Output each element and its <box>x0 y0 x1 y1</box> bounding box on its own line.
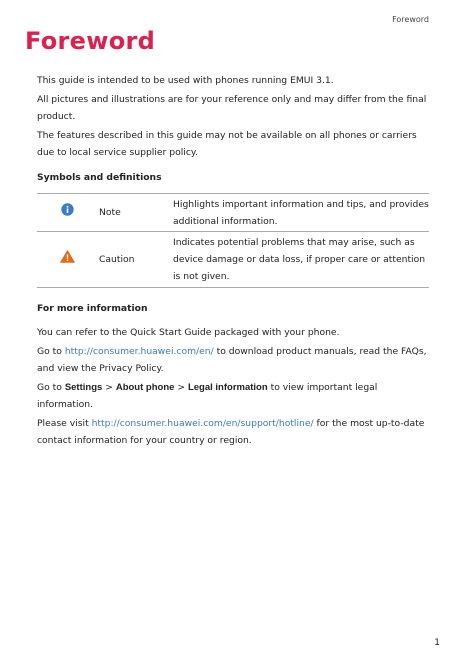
path-separator: > <box>102 382 116 393</box>
more-info-paragraph <box>37 343 429 377</box>
icon-cell <box>37 232 97 288</box>
table-row <box>37 194 429 232</box>
text-span: to view important legal information. <box>37 382 378 410</box>
warning-icon <box>60 250 75 263</box>
intro-paragraph: This guide is intended to be used with phones running EMUI 3.1. <box>37 75 334 86</box>
text-span: Go to <box>37 346 65 357</box>
info-icon <box>61 203 74 216</box>
intro-paragraph: The features described in this guide may not be available on all phones or carriers due to local service supplier policy. <box>37 130 417 158</box>
website-link[interactable]: http://consumer.huawei.com/en/ <box>64 346 214 357</box>
main-content <box>37 72 429 451</box>
path-separator: > <box>174 382 188 393</box>
text-span: for the most up-to-date contact information for your country or region. <box>37 418 425 446</box>
settings-path-item: About phone <box>115 382 175 393</box>
symbol-label: Caution <box>97 232 173 288</box>
settings-path-item: Settings <box>64 382 103 393</box>
symbol-description: Highlights important information and tips, and provides additional information. <box>173 194 429 232</box>
symbols-table <box>37 193 429 288</box>
more-info-paragraph <box>37 415 429 449</box>
running-header: Foreword <box>392 15 429 24</box>
intro-paragraph: All pictures and illustrations are for your reference only and may differ from the final product. <box>37 94 427 122</box>
settings-path-item: Legal information <box>187 382 268 393</box>
table-row <box>37 232 429 288</box>
page-number: 1 <box>434 638 440 648</box>
more-info-paragraph: You can refer to the Quick Start Guide packaged with your phone. <box>37 327 340 338</box>
text-span: Go to <box>37 382 65 393</box>
icon-cell <box>37 194 97 232</box>
more-info-paragraph <box>37 379 429 413</box>
symbol-description: Indicates potential problems that may arise, such as device damage or data loss, if proper care or attention is not given. <box>173 232 429 288</box>
text-span: Please visit <box>37 418 92 429</box>
more-info-heading: For more information <box>37 303 148 314</box>
hotline-link[interactable]: http://consumer.huawei.com/en/support/hotline/ <box>91 418 314 429</box>
symbols-heading: Symbols and definitions <box>37 172 162 183</box>
symbol-label: Note <box>97 194 173 232</box>
page-title: Foreword <box>25 27 156 55</box>
text-span: to download product manuals, read the FAQs, and view the Privacy Policy. <box>37 346 427 374</box>
